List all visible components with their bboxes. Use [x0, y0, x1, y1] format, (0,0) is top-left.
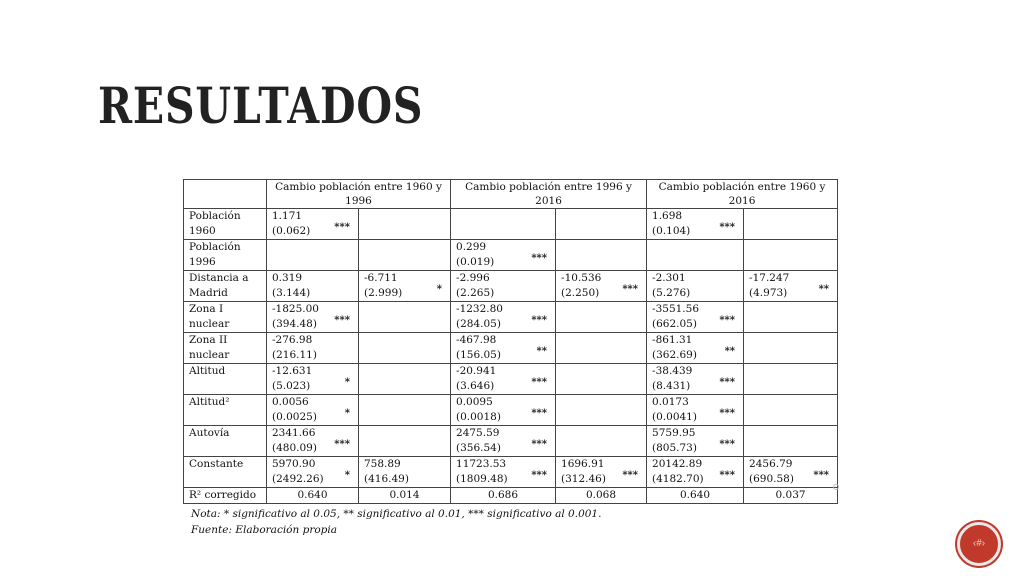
coef-cell — [451, 333, 556, 364]
coef-value: 5759.95 — [652, 427, 696, 439]
coef-value: -10.536 — [561, 272, 602, 284]
coef-cell — [267, 271, 359, 302]
coef-value: 20142.89 — [652, 458, 703, 470]
significance-stars: *** — [334, 315, 350, 326]
coef-value: -17.247 — [749, 272, 790, 284]
std-error: (1809.48) — [456, 473, 508, 485]
coef-cell — [744, 364, 838, 395]
coef-cell — [744, 333, 838, 364]
significance-stars: *** — [334, 222, 350, 233]
coef-cell — [451, 209, 556, 240]
coef-cell — [556, 457, 647, 488]
row-label: Altitud² — [184, 395, 267, 426]
significance-stars: *** — [719, 470, 736, 481]
coef-value: 2341.66 — [272, 427, 316, 439]
row-label: Zona I nuclear — [184, 302, 267, 333]
coef-cell — [267, 302, 359, 333]
r2-value: 0.686 — [451, 488, 556, 504]
coef-value: -2.996 — [456, 272, 490, 284]
std-error: (4182.70) — [652, 473, 704, 485]
significance-stars: ** — [536, 346, 548, 357]
coef-cell — [556, 364, 647, 395]
std-error: (0.019) — [456, 256, 495, 268]
std-error: (8.431) — [652, 380, 691, 392]
coef-value: 2456.79 — [749, 458, 793, 470]
coef-value: -6.711 — [364, 272, 398, 284]
significance-stars: * — [344, 377, 350, 388]
coef-cell — [359, 395, 451, 426]
coef-cell — [451, 271, 556, 302]
coef-cell — [556, 333, 647, 364]
coef-cell — [647, 333, 744, 364]
coef-cell — [556, 271, 647, 302]
row-label: Zona II nuclear — [184, 333, 267, 364]
coef-cell — [744, 209, 838, 240]
coef-value: 0.299 — [456, 241, 487, 253]
coef-value: -467.98 — [456, 334, 497, 346]
significance-stars: * — [344, 408, 350, 419]
std-error: (2.265) — [456, 287, 495, 299]
r2-value: 0.014 — [359, 488, 451, 504]
coef-cell — [556, 426, 647, 457]
significance-stars: *** — [719, 315, 736, 326]
coef-cell — [451, 364, 556, 395]
header-1996-2016: Cambio población entre 1996 y 2016 — [451, 180, 647, 209]
coef-cell — [647, 426, 744, 457]
significance-stars: ** — [724, 346, 736, 357]
coef-cell — [359, 364, 451, 395]
r2-value: 0.640 — [267, 488, 359, 504]
coef-cell — [556, 395, 647, 426]
r2-value: 0.640 — [647, 488, 744, 504]
coef-cell — [267, 333, 359, 364]
coef-cell — [647, 209, 744, 240]
coef-value: -1825.00 — [272, 303, 319, 315]
std-error: (362.69) — [652, 349, 697, 361]
coef-value: 1.171 — [272, 210, 303, 222]
table-row — [184, 333, 838, 364]
significance-stars: *** — [531, 315, 548, 326]
std-error: (394.48) — [272, 318, 317, 330]
coef-value: -2.301 — [652, 272, 686, 284]
coef-cell — [451, 302, 556, 333]
coef-cell — [451, 426, 556, 457]
std-error: (0.0025) — [272, 411, 317, 423]
coef-cell — [451, 240, 556, 271]
row-label: R² corregido — [184, 488, 267, 504]
note-source: Fuente: Elaboración propia — [191, 524, 338, 536]
row-label: Población 1960 — [184, 209, 267, 240]
slide-number-badge: ‹#› — [957, 522, 1001, 566]
coef-cell — [267, 395, 359, 426]
std-error: (0.0018) — [456, 411, 501, 423]
significance-stars: *** — [719, 377, 736, 388]
coef-cell — [744, 240, 838, 271]
table-row — [184, 302, 838, 333]
std-error: (3.646) — [456, 380, 495, 392]
table-notes — [183, 506, 837, 538]
significance-stars: *** — [334, 439, 350, 450]
significance-stars: *** — [622, 470, 639, 481]
std-error: (5.023) — [272, 380, 311, 392]
coef-cell — [267, 426, 359, 457]
coef-cell — [647, 271, 744, 302]
coef-cell — [744, 302, 838, 333]
coef-value: 0.0173 — [652, 396, 689, 408]
coef-cell — [359, 457, 451, 488]
coef-cell — [359, 426, 451, 457]
significance-stars: ** — [818, 284, 830, 295]
table-row — [184, 364, 838, 395]
coef-cell — [647, 364, 744, 395]
significance-stars: *** — [531, 408, 548, 419]
slide-title: RESULTADOS — [98, 76, 424, 135]
std-error: (356.54) — [456, 442, 501, 454]
std-error: (5.276) — [652, 287, 691, 299]
coef-value: -20.941 — [456, 365, 497, 377]
coef-cell — [556, 209, 647, 240]
coef-value: 2475.59 — [456, 427, 500, 439]
coef-value: -38.439 — [652, 365, 693, 377]
coef-cell — [647, 395, 744, 426]
significance-stars: * — [344, 470, 350, 481]
std-error: (0.0041) — [652, 411, 697, 423]
header-blank — [184, 180, 267, 209]
std-error: (0.104) — [652, 225, 691, 237]
coef-cell — [267, 209, 359, 240]
header-1960-2016: Cambio población entre 1960 y 2016 — [647, 180, 838, 209]
significance-stars: *** — [531, 470, 548, 481]
coef-value: -861.31 — [652, 334, 693, 346]
coef-cell — [359, 240, 451, 271]
results-table-container — [183, 179, 837, 538]
coef-cell — [647, 302, 744, 333]
coef-cell — [451, 457, 556, 488]
coef-cell — [647, 457, 744, 488]
table-row — [184, 457, 838, 488]
coef-value: 0.319 — [272, 272, 303, 284]
row-label: Población 1996 — [184, 240, 267, 271]
coef-cell — [267, 364, 359, 395]
r2-row — [184, 488, 838, 504]
coef-cell — [451, 395, 556, 426]
r2-value: 0.068 — [556, 488, 647, 504]
coef-value: 0.0095 — [456, 396, 493, 408]
significance-stars: *** — [719, 439, 736, 450]
coef-cell — [647, 240, 744, 271]
coef-cell — [744, 271, 838, 302]
coef-cell — [359, 333, 451, 364]
r2-value: 0.037 — [744, 488, 838, 504]
coef-cell — [267, 240, 359, 271]
std-error: (312.46) — [561, 473, 606, 485]
std-error: (4.973) — [749, 287, 788, 299]
significance-stars: *** — [531, 253, 548, 264]
note-significance: Nota: * significativo al 0.05, ** significativo al 0.01, *** significativo al 0.001. — [191, 508, 602, 520]
std-error: (662.05) — [652, 318, 697, 330]
header-1960-1996: Cambio población entre 1960 y 1996 — [267, 180, 451, 209]
coef-value: 758.89 — [364, 458, 401, 470]
coef-value: -1232.80 — [456, 303, 503, 315]
row-label: Altitud — [184, 364, 267, 395]
coef-value: 1.698 — [652, 210, 683, 222]
row-label: Constante — [184, 457, 267, 488]
significance-stars: *** — [813, 470, 830, 481]
std-error: (2.250) — [561, 287, 600, 299]
coef-value: -3551.56 — [652, 303, 699, 315]
std-error: (2492.26) — [272, 473, 324, 485]
coef-value: -276.98 — [272, 334, 313, 346]
row-label: Distancia a Madrid — [184, 271, 267, 302]
coef-cell — [359, 271, 451, 302]
std-error: (690.58) — [749, 473, 794, 485]
coef-value: 0.0056 — [272, 396, 309, 408]
table-row — [184, 395, 838, 426]
significance-stars: *** — [531, 377, 548, 388]
std-error: (2.999) — [364, 287, 403, 299]
decorative-dot — [833, 484, 839, 490]
table-row — [184, 271, 838, 302]
std-error: (156.05) — [456, 349, 501, 361]
table-row — [184, 209, 838, 240]
std-error: (0.062) — [272, 225, 311, 237]
results-table — [183, 179, 838, 504]
coef-cell — [744, 457, 838, 488]
significance-stars: *** — [531, 439, 548, 450]
significance-stars: *** — [719, 408, 736, 419]
significance-stars: *** — [719, 222, 736, 233]
coef-cell — [267, 457, 359, 488]
std-error: (3.144) — [272, 287, 311, 299]
coef-value: 11723.53 — [456, 458, 507, 470]
table-row — [184, 240, 838, 271]
coef-cell — [359, 302, 451, 333]
coef-value: 1696.91 — [561, 458, 605, 470]
table-row — [184, 426, 838, 457]
std-error: (216.11) — [272, 349, 317, 361]
significance-stars: * — [436, 284, 443, 295]
coef-cell — [556, 240, 647, 271]
std-error: (805.73) — [652, 442, 697, 454]
header-row — [184, 180, 838, 209]
coef-cell — [359, 209, 451, 240]
coef-cell — [556, 302, 647, 333]
row-label: Autovía — [184, 426, 267, 457]
coef-cell — [744, 426, 838, 457]
significance-stars: *** — [622, 284, 639, 295]
std-error: (284.05) — [456, 318, 501, 330]
coef-cell — [744, 395, 838, 426]
coef-value: -12.631 — [272, 365, 313, 377]
std-error: (416.49) — [364, 473, 409, 485]
coef-value: 5970.90 — [272, 458, 316, 470]
std-error: (480.09) — [272, 442, 317, 454]
